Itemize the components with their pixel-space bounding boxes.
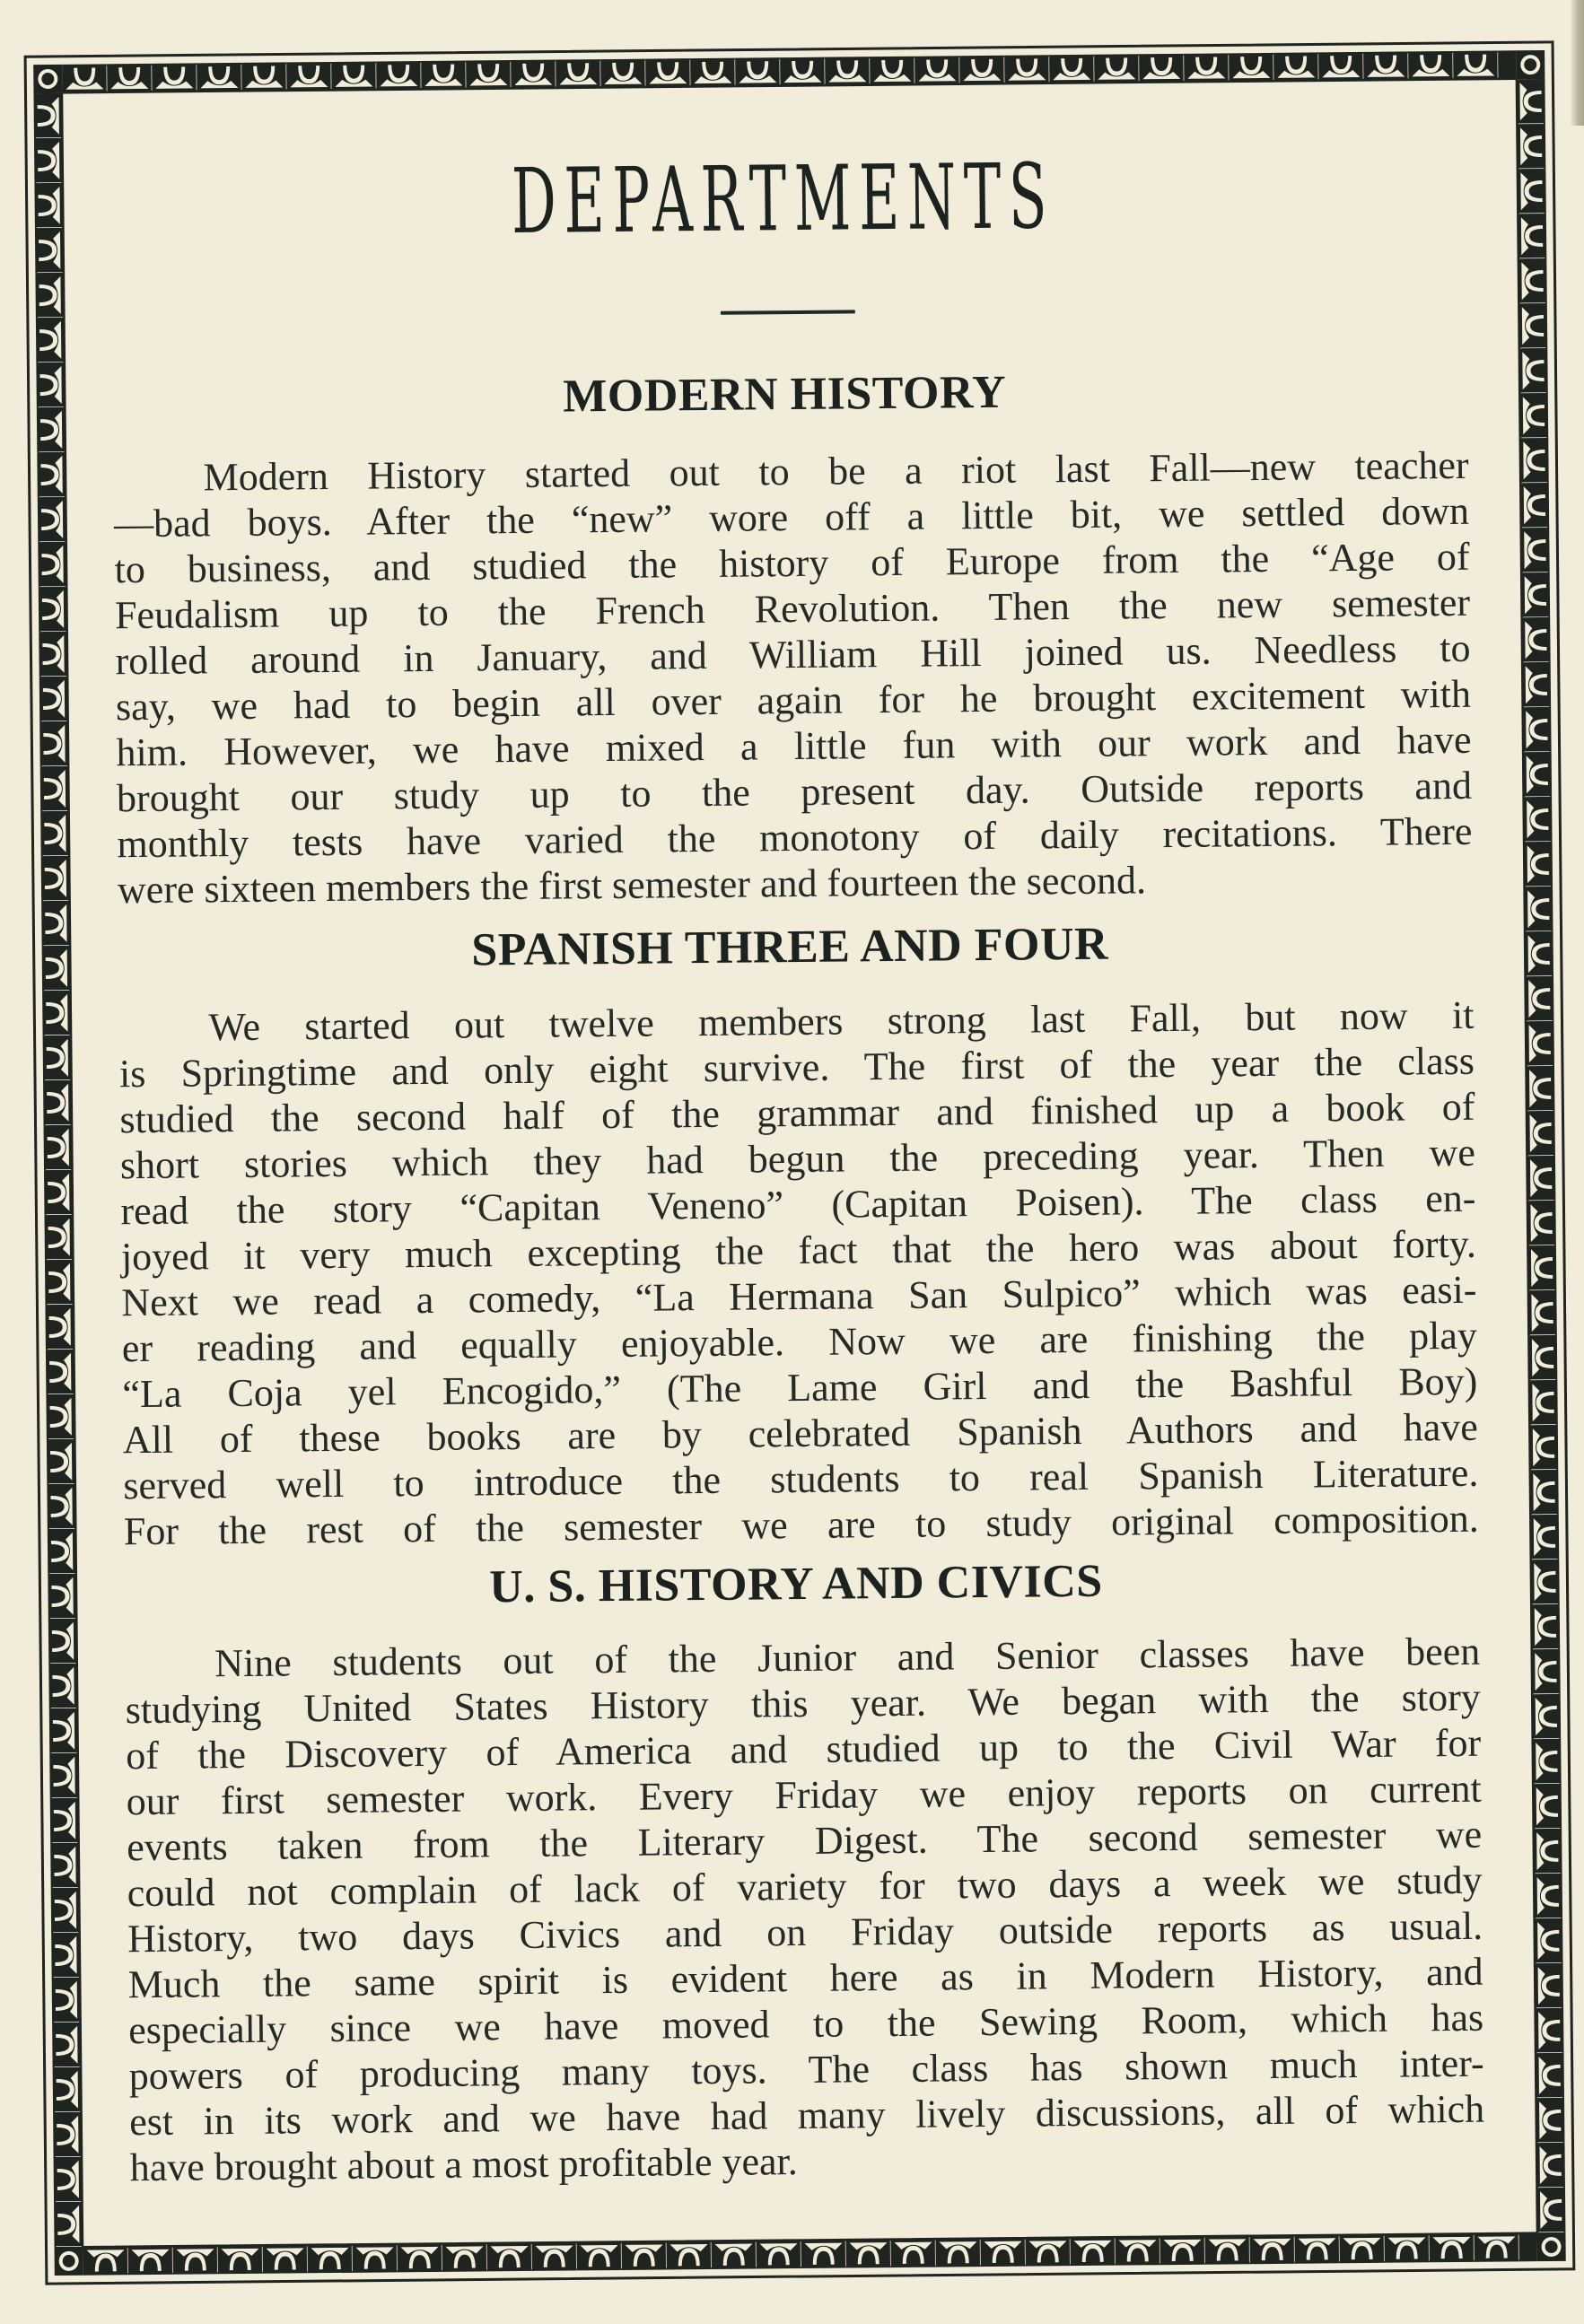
- section-heading: SPANISH THREE AND FOUR: [0, 913, 1582, 983]
- line-text: “La Coja yel Encogido,” (The Lame Girl and the Bashful Boy): [122, 1359, 1477, 1418]
- line-text: rolled around in January, and William Hill joined us. Needless to: [115, 625, 1470, 685]
- ornament-corner-dot: [41, 73, 54, 85]
- page-title: [0, 147, 1575, 252]
- section-heading: U. S. HISTORY AND CIVICS: [4, 1551, 1584, 1620]
- line-text: read the story “Capitan Veneno” (Capitan Poisen). The class en-: [120, 1175, 1475, 1235]
- ornament-corner-dot: [1524, 58, 1536, 71]
- line-text: For the rest of the semester we are to study original composition.: [124, 1496, 1479, 1555]
- line-text: Much the same spirit is evident here as in Modern History, and: [127, 1949, 1483, 2008]
- page-title-text: DEPARTMENTS: [511, 152, 1055, 247]
- line-text: est in its work and we have had many lively discussions, all of which: [129, 2086, 1484, 2145]
- line-text: brought our study up to the present day. Outside reports and: [117, 763, 1472, 822]
- line-text: studying United States History this year. We began with the story: [126, 1674, 1481, 1734]
- line-text: Feudalism up to the French Revolution. Then the new semester: [115, 580, 1470, 639]
- line-text: events taken from the Literary Digest. The second semester we: [127, 1812, 1482, 1871]
- line-text: especially since we have moved to the Sewing Room, which has: [128, 1995, 1483, 2054]
- line-text: could not complain of lack of variety for two days a week we study: [127, 1857, 1482, 1917]
- line-text: short stories which they had begun the preceding year. Then we: [120, 1130, 1475, 1189]
- line-text: powers of producing many toys. The class has shown much inter-: [128, 2040, 1483, 2100]
- line-text: Next we read a comedy, “La Hermana San Sulpico” which was easi-: [121, 1267, 1476, 1326]
- ornament-filler: [1498, 50, 1516, 79]
- line-text: him. However, we have mixed a little fun with our work and have: [116, 717, 1471, 776]
- line-text: All of these books are by celebrated Spanish Authors and have: [123, 1404, 1478, 1463]
- line-text: is Springtime and only eight survive. The first of the year the class: [119, 1038, 1475, 1097]
- line-text: to business, and studied the history of Europe from the “Age of: [114, 534, 1469, 593]
- line-text: Nine students out of the Junior and Senior classes have been: [214, 1629, 1480, 1688]
- line-text: our first semester work. Every Friday we enjoy reports on current: [127, 1766, 1482, 1825]
- ornament-corner-dot: [1545, 2241, 1558, 2253]
- line-text: Modern History started out to be a riot last Fall—new teacher: [203, 442, 1468, 502]
- line-text: History, two days Civics and on Friday outside reports as usual.: [127, 1903, 1483, 1962]
- line-text: have brought about a most profitable year.: [129, 2132, 1484, 2191]
- line-text: joyed it very much excepting the fact that the hero was about forty.: [121, 1221, 1476, 1280]
- line-text: were sixteen members the first semester and fourteen the second.: [118, 854, 1473, 913]
- section-heading: MODERN HISTORY: [0, 361, 1577, 430]
- ornament-filler: [1518, 2232, 1536, 2261]
- line-text: of the Discovery of America and studied up to the Civil War for: [126, 1720, 1481, 1779]
- line-text: say, we had to begin all over again for he brought excitement with: [116, 671, 1471, 730]
- line-text: We started out twelve members strong last Fall, but now it: [208, 992, 1474, 1052]
- line-text: —bad boys. After the “new” wore off a little bit, we settled down: [114, 488, 1469, 547]
- line-text: er reading and equally enjoyable. Now we are finishing the play: [122, 1313, 1477, 1372]
- line-text: studied the second half of the grammar and finished up a book of: [119, 1084, 1475, 1143]
- ornament-corner-dot: [63, 2255, 75, 2267]
- line-text: served well to introduce the students to real Spanish Literature.: [123, 1450, 1478, 1509]
- line-text: monthly tests have varied the monotony of daily recitations. There: [117, 808, 1472, 868]
